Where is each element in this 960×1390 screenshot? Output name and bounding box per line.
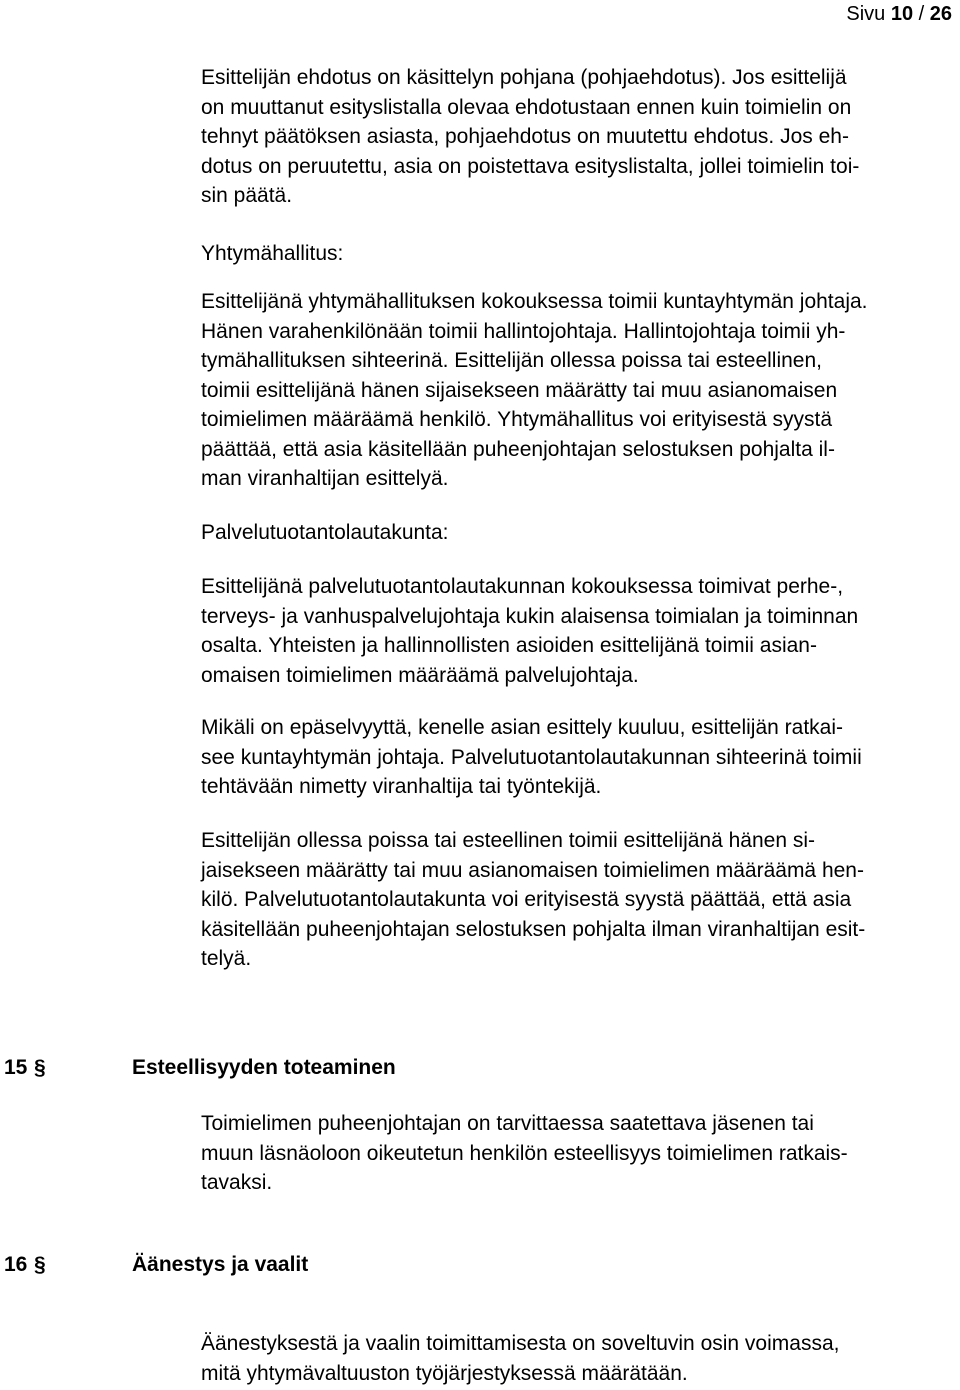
text-line: Esittelijän ehdotus on käsittelyn pohjana (pohjaehdotus). Jos esittelijä	[201, 66, 847, 89]
text-line: telyä.	[201, 947, 252, 970]
text-line: on muuttanut esityslistalla olevaa ehdotustaan ennen kuin toimielin on	[201, 95, 852, 119]
paragraph-palvelutuotanto-esittely	[201, 572, 941, 690]
subheading-palvelutuotantolautakunta	[201, 518, 941, 548]
text-line: Palvelutuotantolautakunta:	[201, 521, 449, 544]
paragraph-esteellinen-esittelija	[201, 826, 941, 974]
paragraph-epaselvyys	[201, 713, 941, 802]
page-number	[846, 1, 952, 27]
paragraph-yhtymahallitus-esittely	[201, 287, 941, 494]
page-number-prefix: Sivu	[846, 3, 891, 25]
paragraph-pohjaehdotus	[201, 63, 941, 211]
text-line: tymähallituksen sihteerinä. Esittelijän ollessa poissa tai esteellinen,	[201, 349, 822, 372]
text-line: päättää, että asia käsitellään puheenjohtajan selostuksen pohjalta il-	[201, 437, 835, 461]
text-line: Toimielimen puheenjohtajan on tarvittaessa saatettava jäsenen tai	[201, 1112, 814, 1135]
text-line: Esittelijänä palvelutuotantolautakunnan kokouksessa toimivat perhe-,	[201, 575, 844, 598]
text-line: mitä yhtymävaltuuston työjärjestyksessä määrätään.	[201, 1361, 688, 1385]
text-line: man viranhaltijan esittelyä.	[201, 467, 449, 490]
text-line: jaisekseen määrätty tai muu asianomaisen toimielimen määräämä hen-	[201, 858, 864, 882]
section-title: Esteellisyyden toteaminen	[132, 1056, 396, 1079]
text-line: omaisen toimielimen määräämä palvelujohtaja.	[201, 663, 639, 687]
text-line: dotus on peruutettu, asia on poistettava esityslistalta, jollei toimielin toi-	[201, 154, 860, 178]
section-heading-16	[4, 1250, 904, 1280]
section-title: Äänestys ja vaalit	[132, 1253, 309, 1276]
text-line: tehnyt päätöksen asiasta, pohjaehdotus on muutettu ehdotus. Jos eh-	[201, 125, 849, 148]
section-heading-15	[4, 1053, 904, 1083]
text-line: Esittelijänä yhtymähallituksen kokouksessa toimii kuntayhtymän johtaja.	[201, 290, 868, 313]
text-line: kilö. Palvelutuotantolautakunta voi erityisestä syystä päättää, että asia	[201, 888, 852, 911]
text-line: käsitellään puheenjohtajan selostuksen pohjalta ilman viranhaltijan esit-	[201, 917, 866, 941]
page-number-current: 10	[890, 3, 914, 25]
section-sign-icon: §	[34, 1253, 46, 1276]
text-line: terveys- ja vanhuspalvelujohtaja kukin alaisensa toimialan ja toiminnan	[201, 604, 859, 628]
section-body-16	[201, 1329, 941, 1388]
text-line: Yhtymähallitus:	[201, 242, 344, 265]
section-body-15	[201, 1109, 941, 1198]
text-line: tavaksi.	[201, 1171, 273, 1194]
page-number-total: 26	[929, 3, 952, 25]
section-number: 16	[4, 1253, 28, 1276]
text-line: muun läsnäoloon oikeutetun henkilön esteellisyys toimielimen ratkais-	[201, 1141, 848, 1165]
text-line: Äänestyksestä ja vaalin toimittamisesta on soveltuvin osin voimassa,	[201, 1332, 840, 1355]
text-line: osalta. Yhteisten ja hallinnollisten asioiden esittelijänä toimii asian-	[201, 634, 817, 657]
text-line: sin päätä.	[201, 184, 293, 207]
text-line: tehtävään nimetty viranhaltija tai työntekijä.	[201, 775, 602, 798]
text-line: see kuntayhtymän johtaja. Palvelutuotantolautakunnan sihteerinä toimii	[201, 745, 862, 769]
text-line: toimielimen määräämä henkilö. Yhtymähallitus voi erityisestä syystä	[201, 408, 833, 431]
text-line: toimii esittelijänä hänen sijaisekseen määrätty tai muu asianomaisen	[201, 378, 838, 402]
text-line: Mikäli on epäselvyyttä, kenelle asian esittely kuuluu, esittelijän ratkai-	[201, 716, 843, 739]
text-line: Esittelijän ollessa poissa tai esteellinen toimii esittelijänä hänen si-	[201, 829, 815, 852]
page-number-separator: /	[913, 3, 930, 25]
section-number: 15	[4, 1056, 28, 1079]
subheading-yhtymahallitus	[201, 239, 941, 269]
text-line: Hänen varahenkilönään toimii hallintojohtaja. Hallintojohtaja toimii yh-	[201, 319, 846, 343]
section-sign-icon: §	[34, 1056, 46, 1079]
